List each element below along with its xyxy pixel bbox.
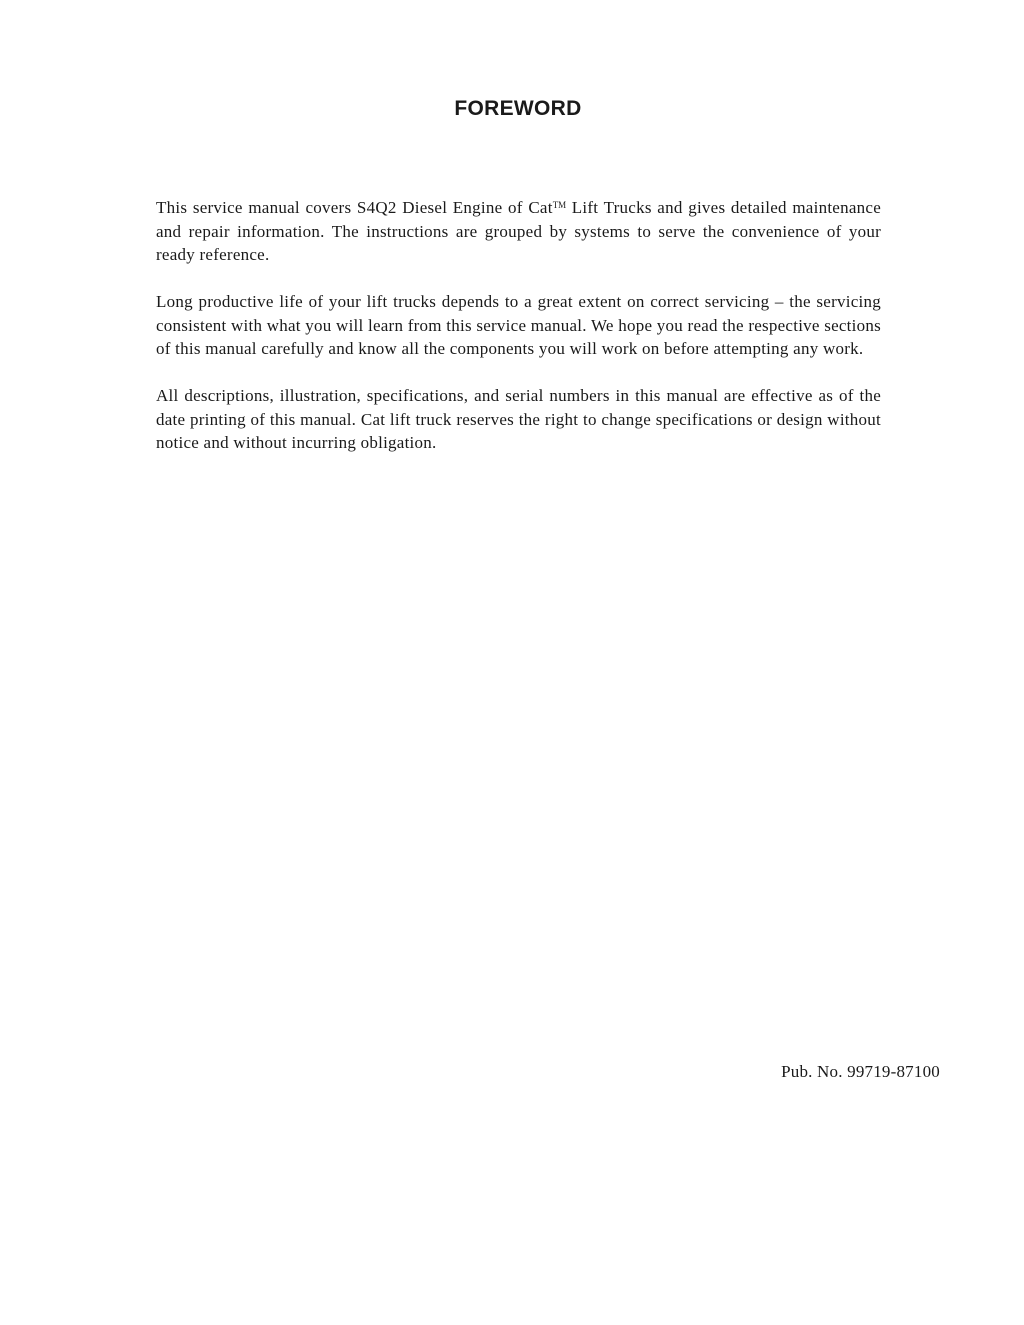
trademark-mark: TM xyxy=(552,200,567,210)
paragraph-intro-text-start: This service manual covers S4Q2 Diesel Engine of Cat xyxy=(156,198,553,217)
publication-number: Pub. No. 99719-87100 xyxy=(781,1062,940,1081)
paragraph-servicing: Long productive life of your lift trucks depends to a great extent on correct servicing – the servicing consistent with what you will learn from this service manual. We hope you read the respective sections of this manual carefully and know all the components you will work on before attempting any work. xyxy=(156,292,881,358)
paragraph-intro-text-end: Lift Trucks and gives detailed maintenance and repair information. The instructions are grouped by systems to serve the convenience of your ready reference. xyxy=(156,198,881,264)
paragraph-intro xyxy=(156,194,881,267)
foreword-body xyxy=(156,194,881,478)
paragraph-disclaimer: All descriptions, illustration, specifications, and serial numbers in this manual are effective as of the date printing of this manual. Cat lift truck reserves the right to change specifications or design without notice and without incurring obligation. xyxy=(156,386,881,452)
page-title: FOREWORD xyxy=(454,97,582,120)
